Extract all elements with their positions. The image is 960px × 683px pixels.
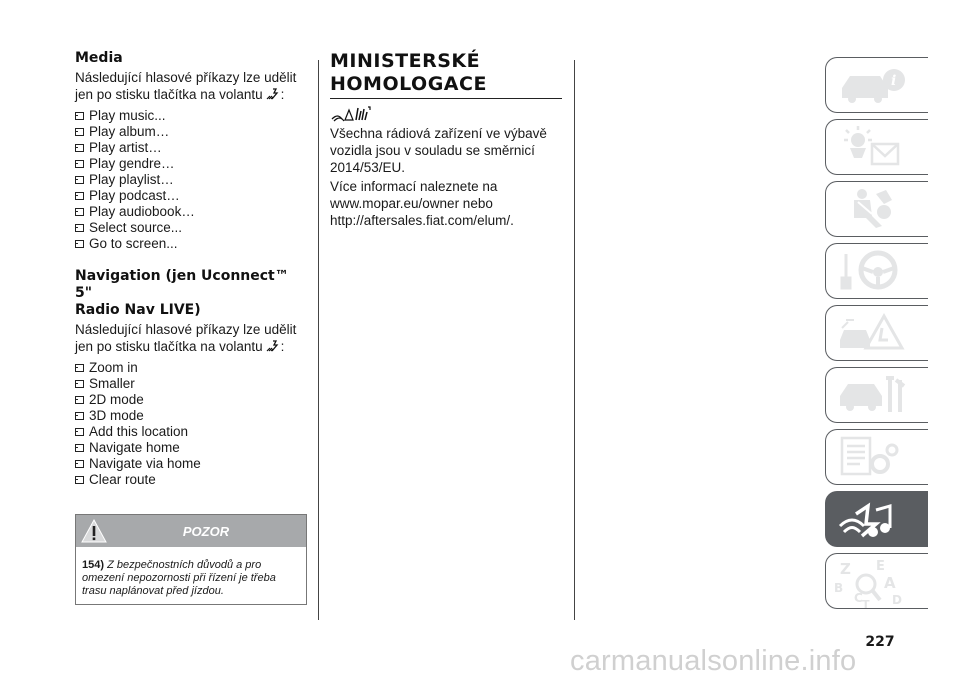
media-section (75, 50, 307, 252)
list-item: Play audiobook… (75, 204, 307, 220)
compliance-paragraph: Všechna rádiová zařízení ve výbavě vozidla jsou v souladu se směrnicí 2014/53/EU. (330, 126, 547, 175)
media-intro: Následující hlasové příkazy lze udělit jen po stisku tlačítka na volantu : (75, 70, 297, 102)
checkbox-icon (75, 192, 84, 200)
list-item: Select source... (75, 220, 307, 236)
emergency-icon (832, 310, 922, 358)
middle-column (330, 50, 562, 229)
checkbox-icon (75, 112, 84, 120)
list-item: Play music... (75, 108, 307, 124)
checkbox-icon (75, 364, 84, 372)
warning-header (76, 515, 306, 547)
checkbox-icon (75, 380, 84, 388)
index-letter: B (834, 581, 844, 595)
index-letter: D (892, 593, 902, 607)
list-item: Clear route (75, 472, 307, 488)
checkbox-icon (75, 396, 84, 404)
tab-warning-lights[interactable] (825, 119, 928, 175)
info-paragraph: Více informací naleznete na www.mopar.eu/owner nebo http://aftersales.fiat.com/elum/. (330, 179, 514, 228)
checkbox-icon (75, 460, 84, 468)
tab-multimedia[interactable] (825, 491, 928, 547)
technical-data-icon (832, 434, 922, 482)
title-rule (330, 98, 562, 99)
list-item: 3D mode (75, 408, 307, 424)
maintenance-icon (832, 372, 922, 420)
list-item: Play artist… (75, 140, 307, 156)
checkbox-icon (75, 176, 84, 184)
checkbox-icon (75, 208, 84, 216)
navigation-intro: Následující hlasové příkazy lze udělit jen po stisku tlačítka na volantu : (75, 322, 297, 354)
list-item: Navigate home (75, 440, 307, 456)
checkbox-icon (75, 476, 84, 484)
checkbox-icon (75, 144, 84, 152)
index-letter: T (862, 598, 870, 608)
media-heading: Media (75, 50, 123, 66)
index-letter: E (876, 559, 885, 574)
checkbox-icon (75, 444, 84, 452)
warning-box (75, 514, 307, 605)
safety-icon (832, 186, 922, 234)
voice-command-icon (265, 339, 279, 353)
checkbox-icon (75, 240, 84, 248)
list-item: Zoom in (75, 360, 307, 376)
column-divider (318, 60, 319, 620)
list-item: Go to screen... (75, 236, 307, 252)
index-letter: C (854, 591, 863, 605)
tab-steering[interactable] (825, 243, 928, 299)
index-icon (832, 558, 922, 608)
section-title: MINISTERSKÉ HOMOLOGACE (330, 50, 487, 95)
navigation-heading: Navigation (jen Uconnect™ 5" Radio Nav LIVE) (75, 268, 289, 318)
warning-text: 154) Z bezpečnostních důvodů a pro omezení nepozornosti při řízení je třeba trasu naplánovat před jízdou. (82, 559, 276, 597)
watermark: carmanualsonline.info (570, 645, 857, 677)
tab-index[interactable] (825, 553, 928, 609)
navigation-command-list (75, 360, 307, 488)
multimedia-icon (832, 496, 922, 544)
checkbox-icon (75, 160, 84, 168)
page-number: 227 (865, 634, 895, 650)
list-item: Play playlist… (75, 172, 307, 188)
media-command-list (75, 108, 307, 252)
checkbox-icon (75, 412, 84, 420)
svg-text:i: i (891, 73, 897, 89)
list-item: 2D mode (75, 392, 307, 408)
index-letter: A (884, 574, 896, 592)
checkbox-icon (75, 128, 84, 136)
tab-emergency[interactable] (825, 305, 928, 361)
tab-safety[interactable] (825, 181, 928, 237)
checkbox-icon (75, 224, 84, 232)
list-item: Smaller (75, 376, 307, 392)
voice-command-icon (265, 87, 279, 101)
tab-technical-data[interactable] (825, 429, 928, 485)
list-item: Play gendre… (75, 156, 307, 172)
checkbox-icon (75, 428, 84, 436)
radio-homologation-icon (330, 105, 372, 123)
warning-lights-icon (832, 124, 922, 172)
list-item: Play podcast… (75, 188, 307, 204)
list-item: Play album… (75, 124, 307, 140)
tab-maintenance[interactable] (825, 367, 928, 423)
tab-car-info[interactable] (825, 57, 928, 113)
steering-icon (832, 248, 922, 296)
column-divider (574, 60, 575, 620)
list-item: Navigate via home (75, 456, 307, 472)
navigation-section (75, 268, 307, 488)
car-info-icon (832, 62, 922, 110)
left-column (75, 50, 307, 605)
index-letter: Z (840, 560, 851, 578)
warning-title: POZOR (182, 524, 230, 539)
list-item: Add this location (75, 424, 307, 440)
